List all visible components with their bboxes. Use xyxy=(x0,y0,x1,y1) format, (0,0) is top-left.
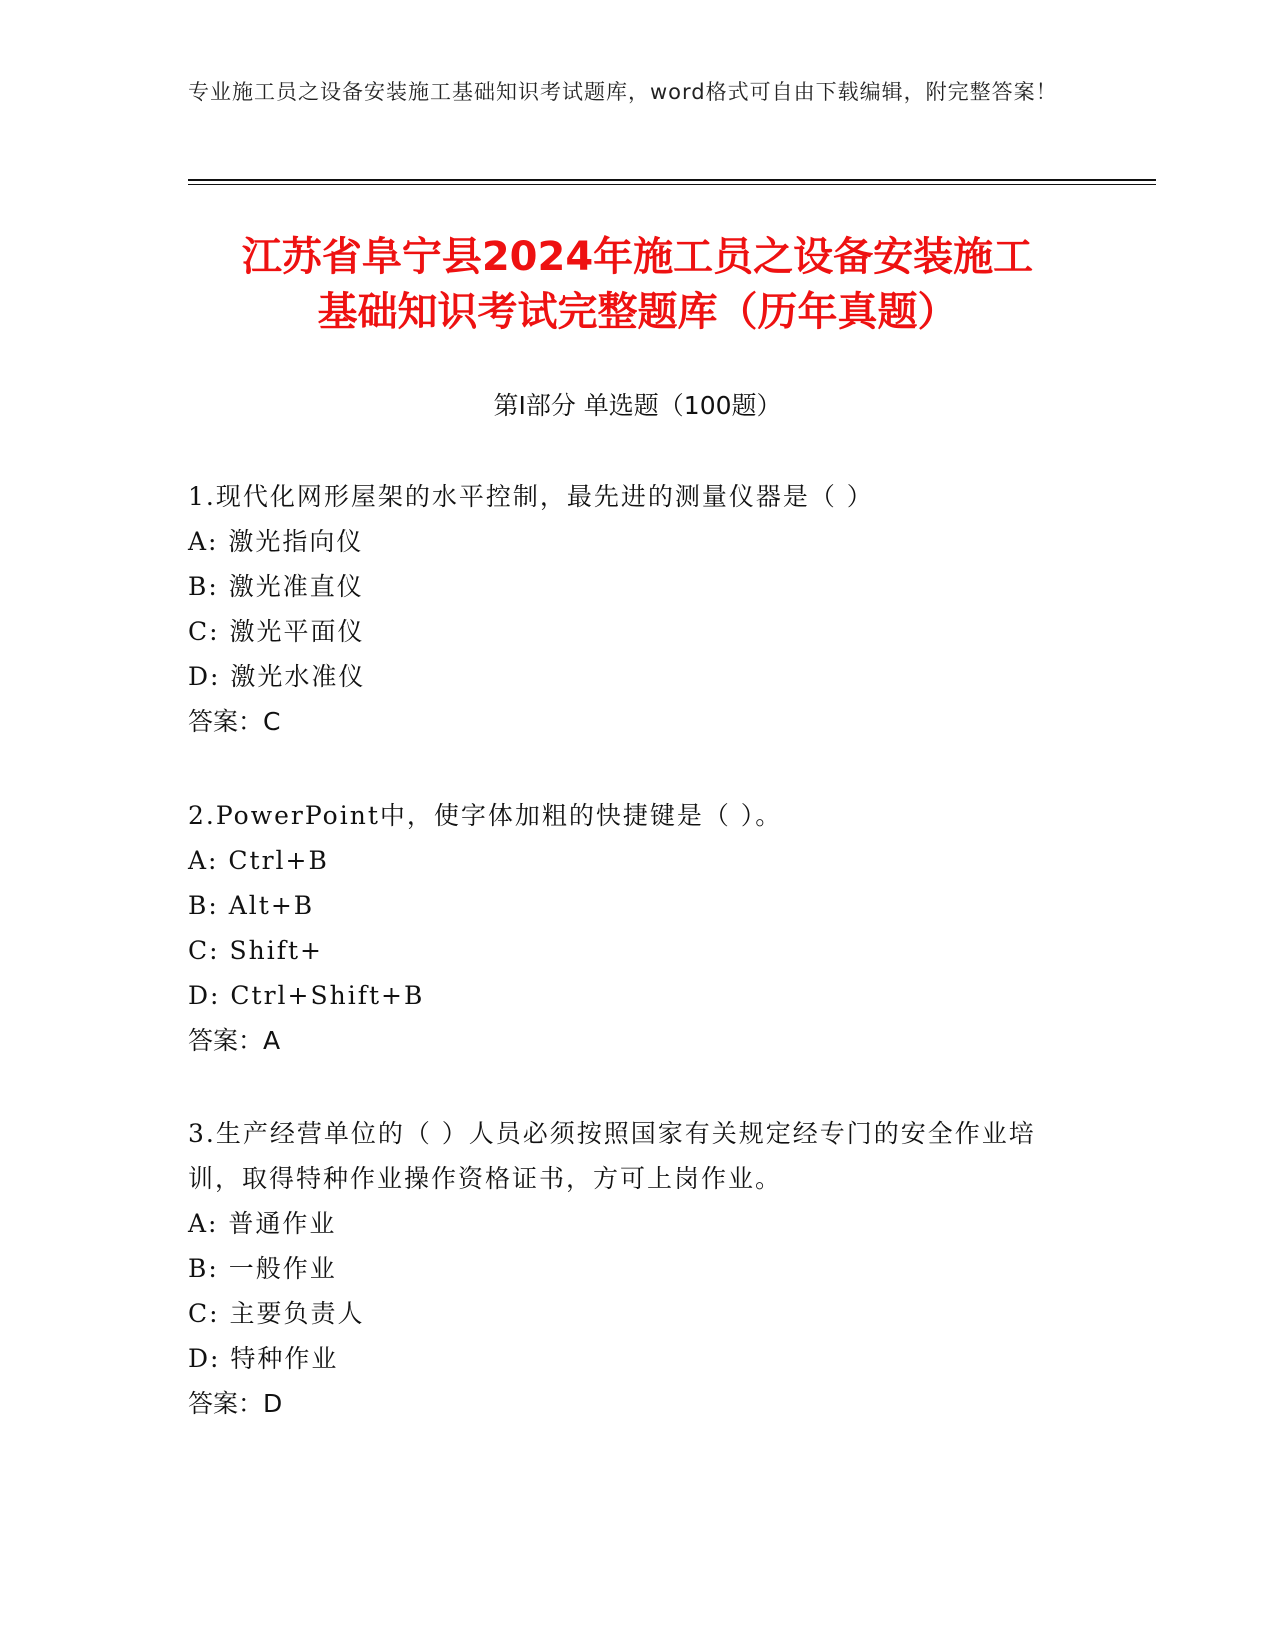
option-c: C: 激光平面仪 xyxy=(188,617,365,646)
option-a: A: 普通作业 xyxy=(188,1209,337,1238)
option-b: B: 激光准直仪 xyxy=(188,572,364,601)
option-b: B: 一般作业 xyxy=(188,1254,337,1283)
header-rule-thin xyxy=(188,184,1156,185)
header-note: 专业施工员之设备安装施工基础知识考试题库，word格式可自由下载编辑，附完整答案！ xyxy=(188,80,1058,104)
option-b: B: Alt+B xyxy=(188,891,315,920)
option-d: D: Ctrl+Shift+B xyxy=(188,981,425,1010)
question-3 xyxy=(188,1111,1088,1426)
section-title: 第Ⅰ部分 单选题（100题） xyxy=(493,391,782,420)
option-a: A: 激光指向仪 xyxy=(188,527,364,556)
option-c: C: Shift+ xyxy=(188,936,323,965)
option-d: D: 激光水准仪 xyxy=(188,662,366,691)
option-d: D: 特种作业 xyxy=(188,1344,339,1373)
question-stem: 2.PowerPoint中，使字体加粗的快捷键是（ ）。 xyxy=(188,801,783,830)
title-line-2: 基础知识考试完整题库（历年真题） xyxy=(317,289,958,335)
question-2 xyxy=(188,793,1088,1063)
answer: 答案：A xyxy=(188,1026,281,1055)
answer: 答案：C xyxy=(188,707,281,736)
answer: 答案：D xyxy=(188,1389,283,1418)
document-title xyxy=(140,230,1135,340)
option-a: A: Ctrl+B xyxy=(188,846,329,875)
question-stem: 3.生产经营单位的（ ）人员必须按照国家有关规定经专门的安全作业培训，取得特种作业操作资格证书，方可上岗作业。 xyxy=(188,1119,1036,1193)
question-stem: 1.现代化网形屋架的水平控制，最先进的测量仪器是（ ） xyxy=(188,482,874,511)
header-rule-thick xyxy=(188,179,1156,181)
question-1 xyxy=(188,474,1088,744)
title-line-1: 江苏省阜宁县2024年施工员之设备安装施工 xyxy=(241,234,1034,280)
option-c: C: 主要负责人 xyxy=(188,1299,365,1328)
